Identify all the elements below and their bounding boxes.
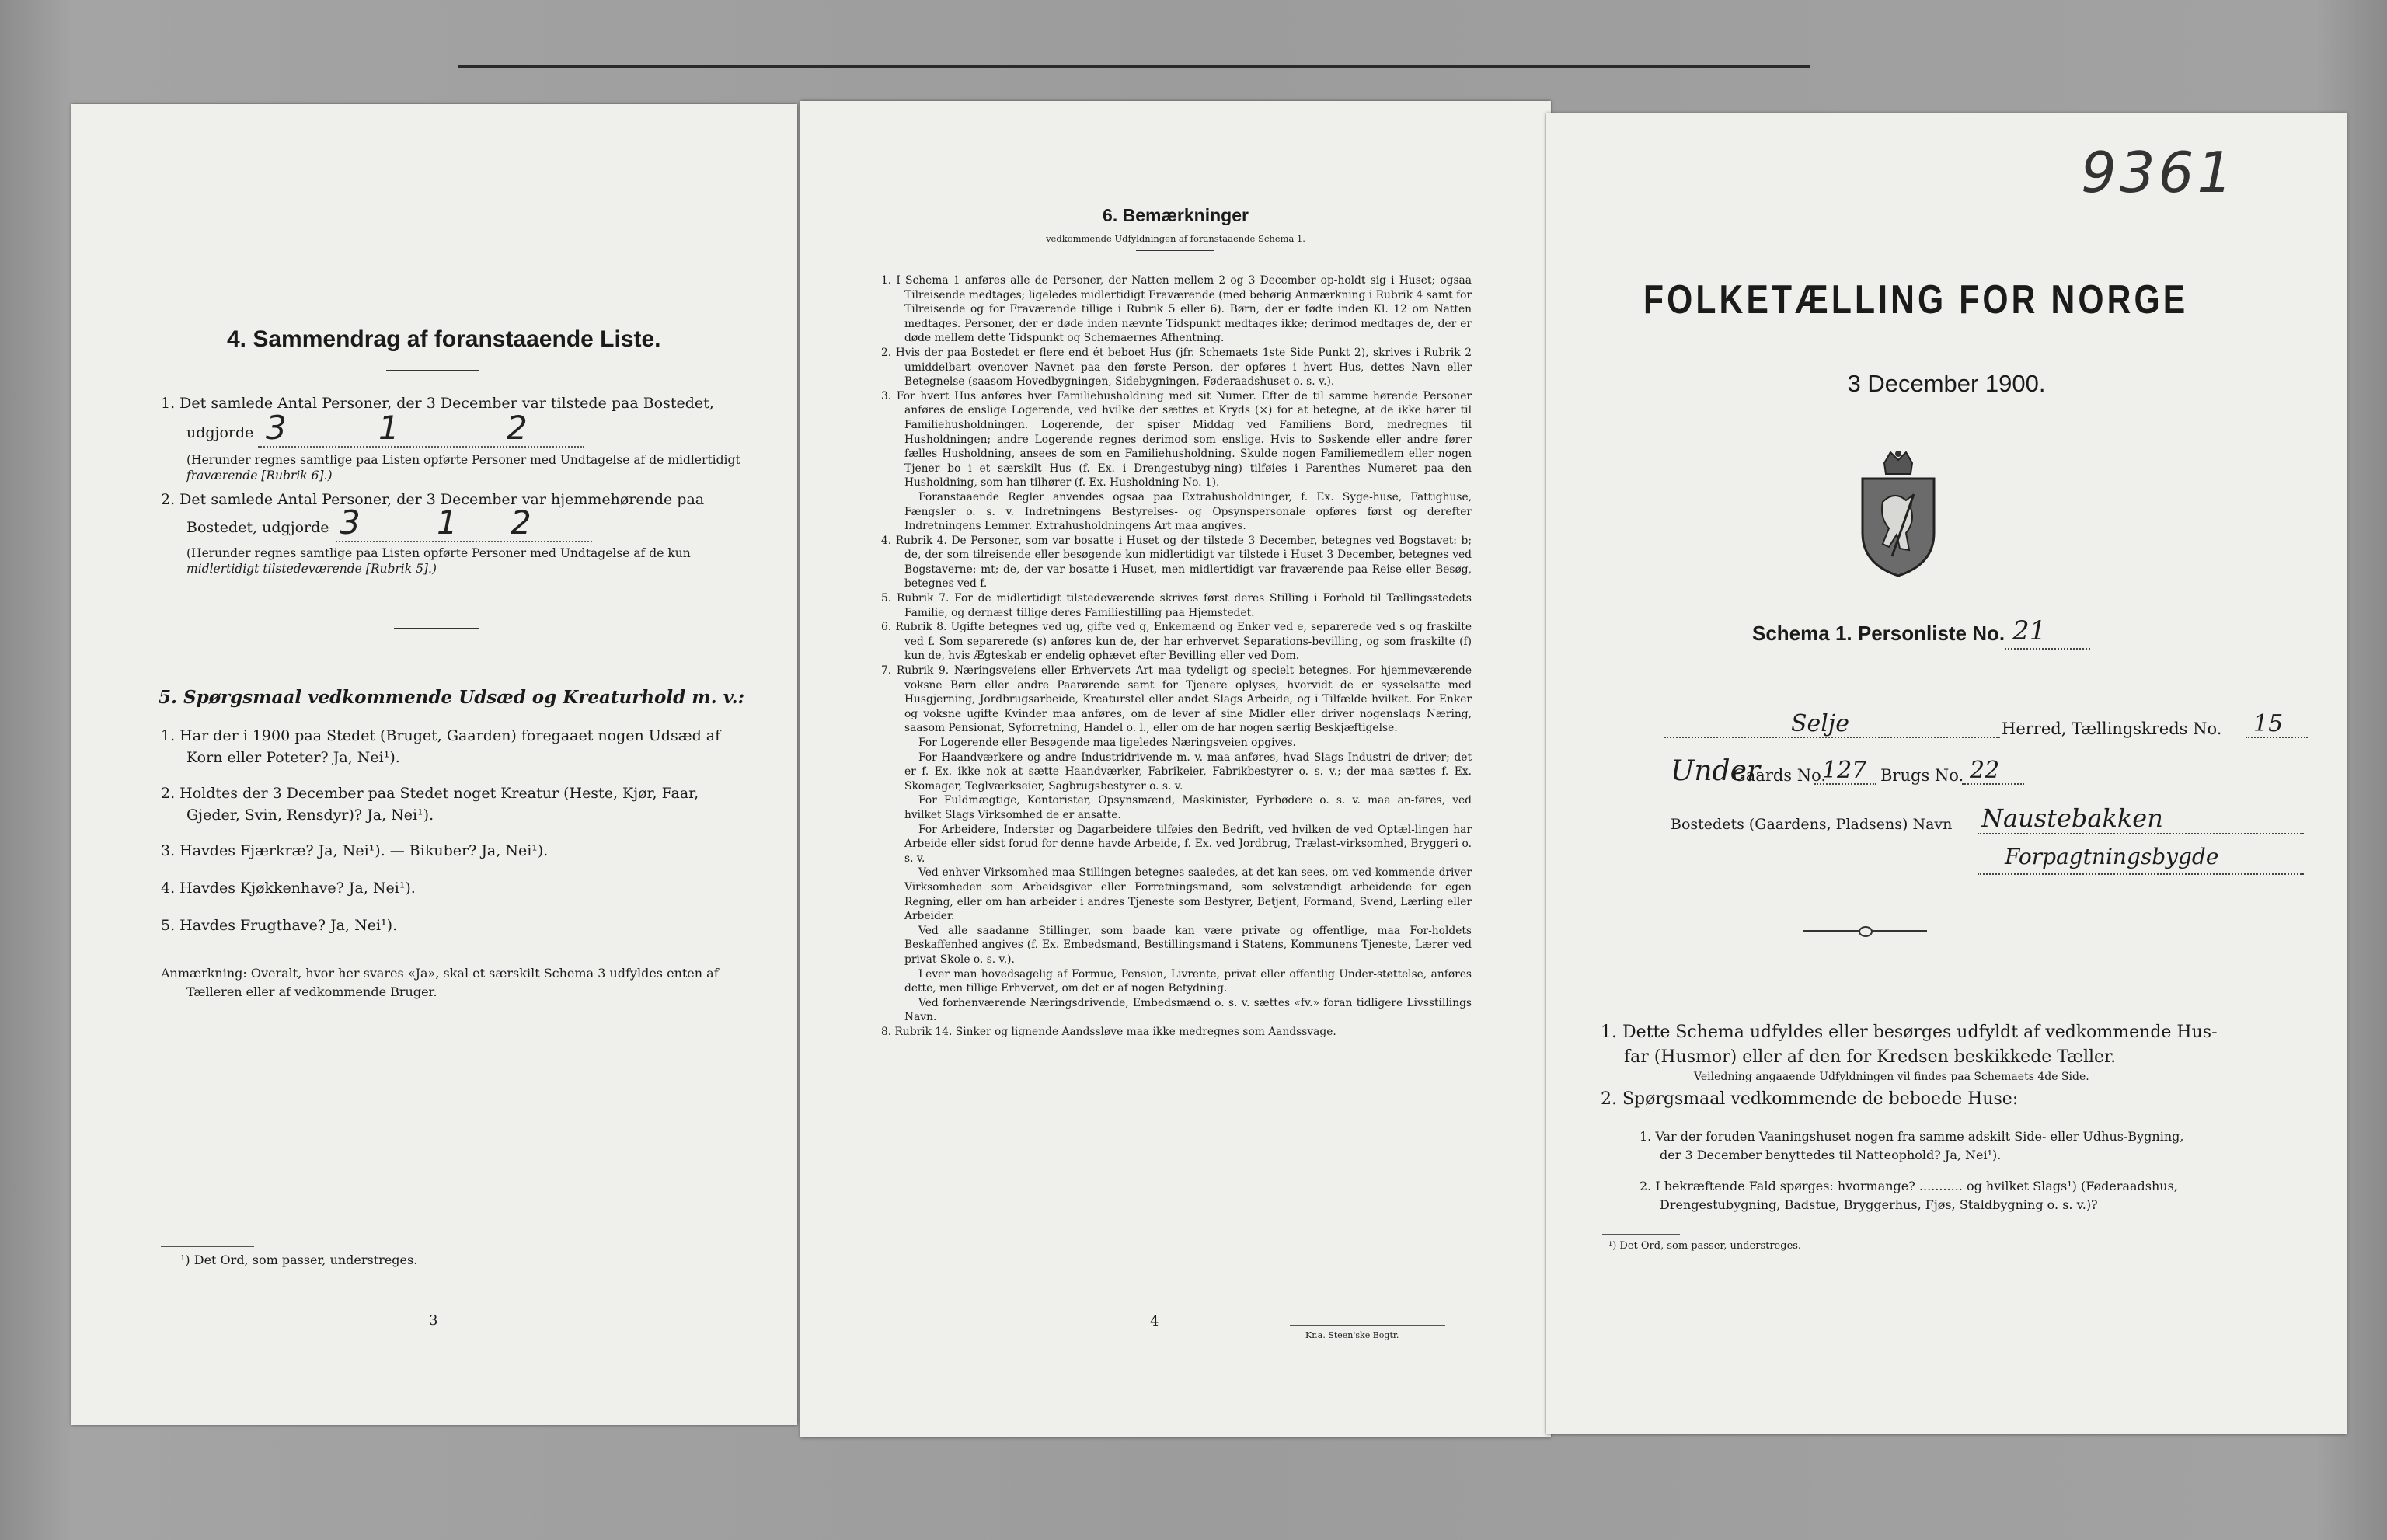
printer-imprint: Kr.a. Steen'ske Bogtr. bbox=[1305, 1330, 1399, 1340]
remarks-title: 6. Bemærkninger bbox=[1103, 205, 1249, 225]
printer-rule bbox=[1290, 1325, 1445, 1326]
q2-fill-line bbox=[336, 541, 592, 542]
norway-coat-of-arms-icon bbox=[1852, 448, 1945, 580]
kreds-fill bbox=[2246, 737, 2308, 738]
remark-line1: Anmærkning: Overalt, hvor her svares «Ja», skal et særskilt Schema 3 udfyldes enten af bbox=[161, 966, 719, 981]
q2-value-b: 1 bbox=[437, 503, 458, 542]
section4-title: 4. Sammendrag af foranstaaende Liste. bbox=[227, 326, 661, 352]
footnote-rule bbox=[161, 1246, 254, 1247]
remark-item-7g: Ved alle saadanne Stillinger, som baade kan være private og offentlige, maa For-holdets Beskaffenhed angives (f. Ex. Embedsmand, Bestillingsmand i Statens, Kommunens Tjeneste, Lærer ved privat Skole o. s. v.). bbox=[904, 924, 1472, 966]
remark-item-4: 4. Rubrik 4. De Personer, som var bosatte i Huset og der tilstede 3 December, betegnes ved Bogstavet: b; de, der som tilreisende eller besøgende kun midlertidigt var tilstede i Huset 3 December, betegnes ved Bogstaverne: mt; de, der var bosatte i Huset, men midlertidigt var fraværende paa Reise eller Besøg, betegnes ved f. bbox=[881, 534, 1472, 591]
top-edge-line bbox=[458, 65, 1810, 68]
remark-item-7: 7. Rubrik 9. Næringsveiens eller Erhvervets Art maa tydeligt og specielt betegnes. For hjemmeværende voksne Børn eller andre Paarørende samt for Tjenere oplyses, hvorvidt de er sysselsatte med Husgjerning, Jordbrugsarbeide, Kreaturstel eller andet Slags Arbeide, og i Tilfælde hvilket. For Enker og voksne ugifte Kvinder maa anføres, om de lever af sine Midler eller driver nogenslags Næring, saasom Pensionat, Syforretning, Handel o. l., eller om de har nogen særlig Beskjæftigelse. bbox=[881, 664, 1472, 735]
q1-value-c: 2 bbox=[507, 409, 528, 447]
gaards-label: Gaards No. bbox=[1733, 766, 1827, 785]
middle-page bbox=[800, 101, 1551, 1437]
schema-line: Schema 1. Personliste No. bbox=[1752, 622, 2005, 645]
form-title: FOLKETÆLLING FOR NORGE bbox=[1643, 277, 2189, 322]
q2-line1: 2. Det samlede Antal Personer, der 3 December var hjemmehørende paa bbox=[161, 491, 705, 508]
herred-label: Herred, Tællingskreds No. bbox=[2002, 719, 2222, 738]
q1-value-a: 3 bbox=[266, 409, 287, 447]
remark-item-6: 6. Rubrik 8. Ugifte betegnes ved ug, gifte ved g, Enkemænd og Enker ved e, separerede ved s og fraskilte ved f. Som separerede (s) anføres kun de, der har erhvervet Separations-bevilling, og som fraskilte (f) kun de, hvis Ægteskab er endelig ophævet efter Bevilling eller ved Dom. bbox=[881, 621, 1472, 663]
q2-value-a: 3 bbox=[340, 503, 361, 542]
brugs-fill bbox=[1962, 783, 2024, 785]
remark-item-7b: For Logerende eller Besøgende maa ligeledes Næringsveien opgives. bbox=[918, 737, 1296, 749]
q2-line2: Bostedet, udgjorde bbox=[186, 519, 329, 536]
instruction-2-q2-line1: 2. I bekræftende Fald spørges: hvormange? ........... og hvilket Slags¹) (Føderaadshus, bbox=[1640, 1179, 2178, 1193]
herred-fill bbox=[1664, 737, 2000, 738]
divider bbox=[1136, 250, 1214, 251]
right-page bbox=[1546, 113, 2347, 1434]
kreds-no: 15 bbox=[2253, 710, 2284, 737]
s5-q1-line2: Korn eller Poteter? Ja, Nei¹). bbox=[186, 749, 400, 766]
brugs-label: Brugs No. bbox=[1880, 766, 1964, 785]
page-number: 3 bbox=[429, 1312, 438, 1329]
q1-value-b: 1 bbox=[378, 409, 399, 447]
q2-note2: midlertidigt tilstedeværende [Rubrik 5].) bbox=[186, 562, 437, 576]
s5-q5: 5. Havdes Frugthave? Ja, Nei¹). bbox=[161, 917, 398, 934]
under-value: Under bbox=[1671, 755, 1761, 787]
bosted-label: Bostedets (Gaardens, Pladsens) Navn bbox=[1671, 816, 1953, 833]
remark-item-7c: For Haandværkere og andre Industridrivende m. v. maa anføres, hvad Slags Industri de driver; det er f. Ex. ikke nok at sætte Haandværker, Fabrikeier, Fabrikbestyrer o. s. v.; der maa sættes f. Ex. Skomager, Teglværkseier, Sagbrugsbestyrer o. s. v. bbox=[904, 751, 1472, 793]
divider bbox=[386, 370, 479, 371]
s5-q1-line1: 1. Har der i 1900 paa Stedet (Bruget, Gaarden) foregaaet nogen Udsæd af bbox=[161, 727, 721, 744]
remark-item-7f: Ved enhver Virksomhed maa Stillingen betegnes saaledes, at det kan sees, om ved-kommende driver Virksomheden som Arbeidsgiver eller Forretningsmand, som selvstændigt arbeidende for egen Regning, eller om han arbeider i andres Tjeneste som Bestyrer, Betjent, Formand, Svend, Lærling eller Arbeider. bbox=[904, 866, 1472, 923]
left-page bbox=[71, 104, 797, 1425]
footnote: ¹) Det Ord, som passer, understreges. bbox=[180, 1253, 418, 1267]
s5-q3: 3. Havdes Fjærkræ? Ja, Nei¹). — Bikuber? Ja, Nei¹). bbox=[161, 842, 549, 859]
instruction-2-q2-line2: Drengestubygning, Badstue, Bryggerhus, Fjøs, Staldbygning o. s. v.)? bbox=[1660, 1197, 2098, 1212]
instruction-2-q1-line2: der 3 December benyttedes til Natteophold? Ja, Nei¹). bbox=[1660, 1148, 2002, 1162]
q1-line2: udgjorde bbox=[186, 424, 254, 441]
s5-q4: 4. Havdes Kjøkkenhave? Ja, Nei¹). bbox=[161, 880, 416, 897]
brugs-no: 22 bbox=[1970, 757, 2000, 784]
remark-item-3: 3. For hvert Hus anføres hver Familiehusholdning med sit Numer. Efter de til samme hørende Personer anføres de enslige Logerende, ved hvilke der sættes et Kryds (×) for at betegne, at de ikke hører til Familiehusholdningen. Logerende, der spiser Middag ved Familiens Bord, medregnes til Husholdningen; andre Logerende regnes derimod som enslige. Hvis to Søskende eller andre fører fælles Husholdning, ansees de som en Familiehusholdning. Skulde nogen Familiemedlem eller nogen Tjener bo i et særskilt Hus (f. Ex. i Drengestubyg-ning) tilføies i Parenthes Numeret paa den Husholdning, som han tilhører (f. Ex. Husholdning No. 1). bbox=[881, 389, 1472, 490]
section5-title: 5. Spørgsmaal vedkommende Udsæd og Kreaturhold m. v.: bbox=[159, 687, 745, 708]
page-number: 4 bbox=[1150, 1313, 1159, 1329]
remark-item-1: 1. I Schema 1 anføres alle de Personer, der Natten mellem 2 og 3 December op-holdt sig i Huset; ogsaa Tilreisende medtages; ligeledes midlertidigt Fraværende (med behørig Anmærkning i Rubrik 4 samt for Tilreisende og for Fraværende tillige i Rubrik 5 eller 6). Børn, der er fødte inden Kl. 12 om Natten medtages. Personer, der er døde inden nævnte Tidspunkt medtages ikke; derimod medtages de, der er døde mellem dette Tidspunkt og Schemaernes Afhentning. bbox=[881, 274, 1472, 345]
bosted-fill bbox=[1978, 833, 2304, 834]
personliste-no: 21 bbox=[2012, 615, 2047, 646]
bosted-value2: Forpagtningsbygde bbox=[2005, 844, 2219, 869]
archive-number: 9361 bbox=[2081, 140, 2236, 205]
remark-item-5: 5. Rubrik 7. For de midlertidigt tilstedeværende skrives først deres Stilling i Forhold til Tællingsstedets Familie, og dernæst tillige deres Familiestilling paa Hjemstedet. bbox=[881, 592, 1472, 619]
personliste-fill bbox=[2005, 648, 2090, 650]
gaards-fill bbox=[1814, 783, 1876, 785]
q2-note1: (Herunder regnes samtlige paa Listen opførte Personer med Undtagelse af de kun bbox=[186, 546, 691, 560]
instruction-1-line3: Veiledning angaaende Udfyldningen vil findes paa Schemaets 4de Side. bbox=[1694, 1071, 2089, 1083]
remark-item-3b: Foranstaaende Regler anvendes ogsaa paa Extrahusholdninger, f. Ex. Syge-huse, Fattighuse, Fængsler o. s. v. Indretningens Bestyrelses- og Opsynspersonale opføres først og derefter Indretningens Lemmer. Extrahusholdningens Art maa angives. bbox=[904, 490, 1472, 533]
s5-q2-line1: 2. Holdtes der 3 December paa Stedet noget Kreatur (Heste, Kjør, Faar, bbox=[161, 785, 699, 802]
q1-fill-line bbox=[258, 446, 584, 448]
instruction-2: 2. Spørgsmaal vedkommende de beboede Huse: bbox=[1601, 1089, 2019, 1109]
form-date: 3 December 1900. bbox=[1847, 370, 2046, 397]
q2-value-c: 2 bbox=[511, 503, 531, 542]
q1-note1: (Herunder regnes samtlige paa Listen opførte Personer med Undtagelse af de midlertidigt bbox=[186, 453, 740, 467]
herred-value: Selje bbox=[1791, 710, 1849, 737]
divider bbox=[394, 628, 479, 629]
ornament-divider bbox=[1803, 926, 1927, 935]
remark-item-7h: Lever man hovedsagelig af Formue, Pension, Livrente, privat eller offentlig Under-støttelse, anføres dette, men tillige Erhvervet, om det er af nogen Betydning. bbox=[904, 967, 1472, 995]
q1-line1: 1. Det samlede Antal Personer, der 3 December var tilstede paa Bostedet, bbox=[161, 395, 714, 412]
s5-q2-line2: Gjeder, Svin, Rensdyr)? Ja, Nei¹). bbox=[186, 807, 434, 824]
instruction-2-q1-line1: 1. Var der foruden Vaaningshuset nogen fra samme adskilt Side- eller Udhus-Bygning, bbox=[1640, 1129, 2184, 1144]
remark-item-2: 2. Hvis der paa Bostedet er flere end ét beboet Hus (jfr. Schemaets 1ste Side Punkt 2), skrives i Rubrik 2 umiddelbart ovenover Navnet paa den første Person, der opføres i hvert Hus, dettes Navn eller Betegnelse (saasom Hovedbygningen, Sidebygningen, Føderaadshuset o. s. v.). bbox=[881, 346, 1472, 388]
remark-item-7e: For Arbeidere, Inderster og Dagarbeidere tilføies den Bedrift, ved hvilken de ved Optæl-lingen har Arbeide eller sidst forud for denne havde Arbeide, f. Ex. ved Jordbrug, Trælast-virksomhed, Bryggeri o. s. v. bbox=[904, 823, 1472, 865]
remark-item-7i: Ved forhenværende Næringsdrivende, Embedsmænd o. s. v. sættes «fv.» foran tidligere Livsstillings Navn. bbox=[904, 996, 1472, 1024]
gaards-no: 127 bbox=[1822, 757, 1867, 784]
footnote-rule bbox=[1602, 1234, 1680, 1235]
footnote: ¹) Det Ord, som passer, understreges. bbox=[1608, 1240, 1802, 1252]
remark-item-7d: For Fuldmægtige, Kontorister, Opsynsmænd, Maskinister, Fyrbødere o. s. v. maa an-føres, ved hvilket Slags Virksomhed de er ansatte. bbox=[904, 794, 1472, 821]
instruction-1-line1: 1. Dette Schema udfyldes eller besørges udfyldt af vedkommende Hus- bbox=[1601, 1023, 2218, 1042]
q1-note2: fraværende [Rubrik 6].) bbox=[186, 469, 333, 483]
bosted-fill2 bbox=[1978, 873, 2304, 875]
remark-line2: Tælleren eller af vedkommende Bruger. bbox=[186, 984, 437, 999]
remarks-body bbox=[881, 274, 1472, 1039]
remark-item-8: 8. Rubrik 14. Sinker og lignende Aandssløve maa ikke medregnes som Aandssvage. bbox=[881, 1025, 1336, 1038]
instruction-1-line2: far (Husmor) eller af den for Kredsen beskikkede Tæller. bbox=[1624, 1047, 2117, 1067]
remarks-subtitle: vedkommende Udfyldningen af foranstaaende Schema 1. bbox=[1046, 233, 1305, 244]
bosted-value: Naustebakken bbox=[1981, 803, 2163, 833]
